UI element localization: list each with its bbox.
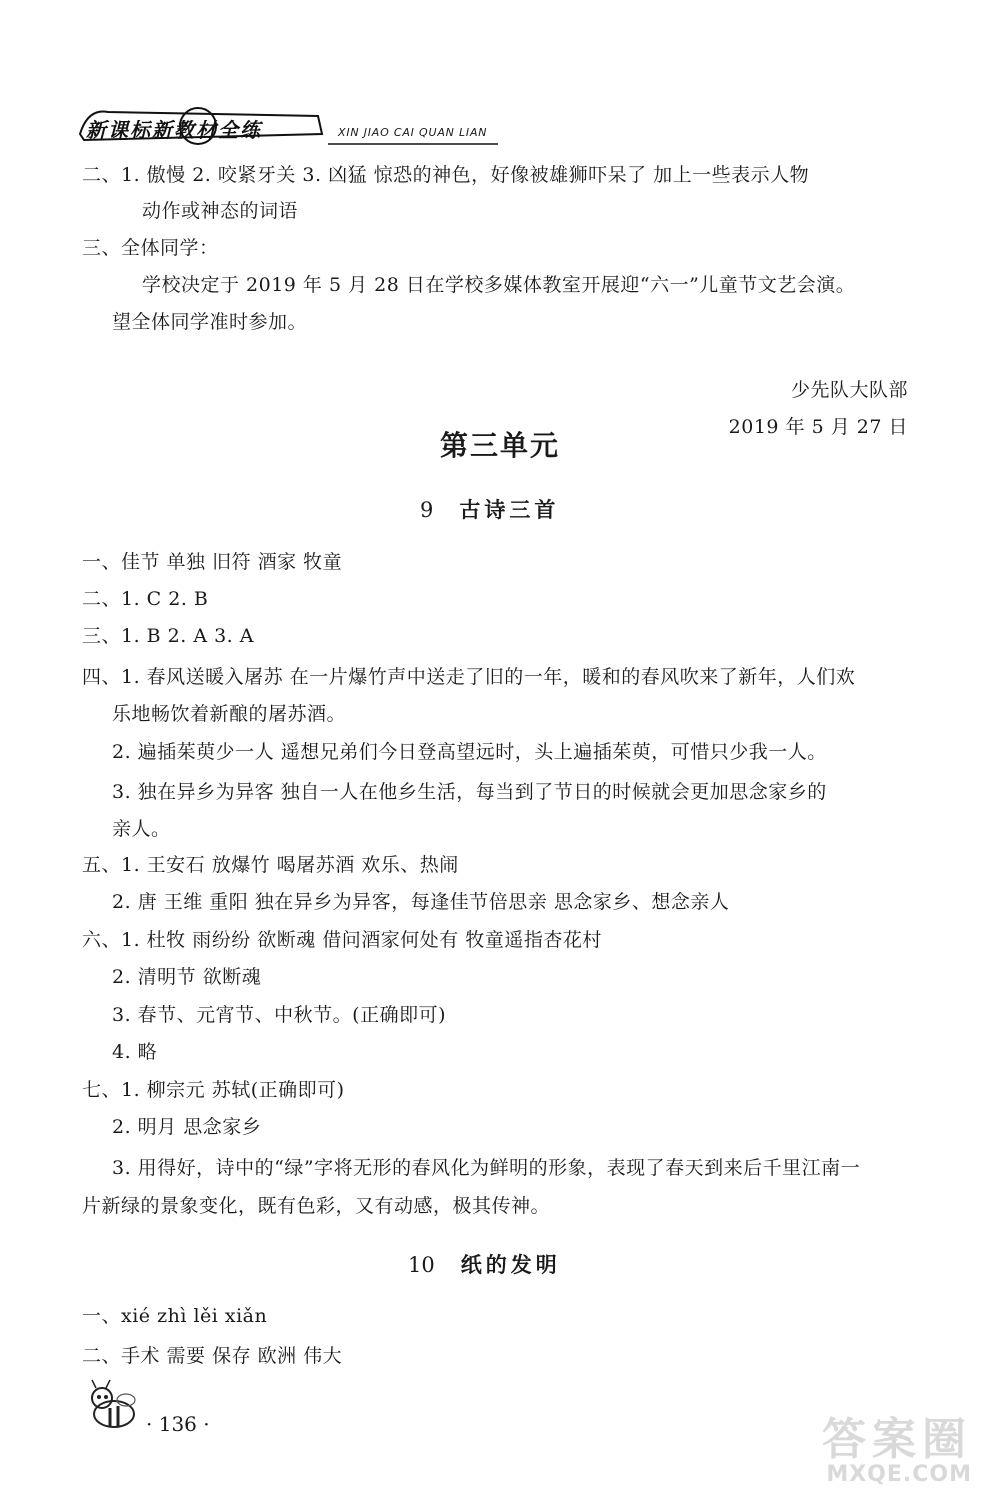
answer-line: 四、1. 春风送暖入屠苏 在一片爆竹声中送走了旧的一年，暖和的春风吹来了新年，人们欢 — [82, 666, 856, 688]
lesson-number: 10 — [408, 1253, 435, 1277]
answer-line: 二、手术 需要 保存 欧洲 伟大 — [82, 1345, 343, 1367]
lesson-10-title — [408, 1249, 561, 1279]
answer-line: 六、1. 杜牧 雨纷纷 欲断魂 借问酒家何处有 牧童遥指杏花村 — [82, 929, 602, 951]
answer-line: 4. 略 — [112, 1041, 158, 1063]
answer-line: 一、佳节 单独 旧符 酒家 牧童 — [82, 551, 343, 573]
answer-line: 2. 唐 王维 重阳 独在异乡为异客，每逢佳节倍思亲 思念家乡、想念亲人 — [112, 891, 730, 913]
answer-line: 片新绿的景象变化，既有色彩，又有动感，极其传神。 — [82, 1195, 551, 1217]
lesson-name: 纸的发明 — [460, 1253, 561, 1277]
q2-line-2: 动作或神态的词语 — [142, 200, 299, 222]
q3-body-2: 望全体同学准时参加。 — [112, 311, 308, 333]
answer-line: 七、1. 柳宗元 苏轼(正确即可) — [82, 1079, 345, 1101]
answer-line: 2. 清明节 欲断魂 — [112, 966, 262, 988]
answer-line: 乐地畅饮着新酿的屠苏酒。 — [112, 703, 347, 725]
logo-pinyin: XIN JIAO CAI QUAN LIAN — [338, 126, 488, 139]
answer-line: 2. 遍插茱萸少一人 遥想兄弟们今日登高望远时，头上遍插茱萸，可惜只少我一人。 — [112, 741, 827, 763]
header-logo — [78, 104, 328, 146]
lesson-9-title — [420, 494, 559, 524]
header-rule — [328, 142, 498, 146]
answer-line: 3. 独在异乡为异客 独自一人在他乡生活，每当到了节日的时候就会更加思念家乡的 — [112, 781, 827, 803]
answer-line: 3. 春节、元宵节、中秋节。(正确即可) — [112, 1004, 446, 1026]
watermark-url: MXQE.COM — [826, 1462, 972, 1487]
q3-salutation: 三、全体同学： — [82, 237, 219, 259]
answer-line: 三、1. B 2. A 3. A — [82, 625, 254, 647]
q3-signature: 少先队大队部 — [790, 379, 908, 401]
lesson-number: 9 — [420, 498, 434, 522]
unit-title: 第三单元 — [439, 429, 560, 462]
q2-line-1: 二、1. 傲慢 2. 咬紧牙关 3. 凶猛 惊恐的神色，好像被雄狮吓呆了 加上一些表示人物 — [82, 164, 810, 186]
watermark-text: 答案圈 — [822, 1414, 972, 1465]
q3-date: 2019 年 5 月 27 日 — [728, 416, 908, 438]
answer-line: 二、1. C 2. B — [82, 588, 209, 610]
logo-text: 新课标新教材全练 — [86, 118, 262, 142]
answer-line: 亲人。 — [112, 818, 171, 840]
answer-line: 一、xié zhì lěi xiǎn — [82, 1305, 268, 1327]
answer-line: 3. 用得好，诗中的“绿”字将无形的春风化为鲜明的形象，表现了春天到来后千里江南一 — [112, 1157, 861, 1179]
page-number: · 136 · — [146, 1412, 210, 1436]
lesson-name: 古诗三首 — [459, 498, 560, 522]
answer-line: 2. 明月 思念家乡 — [112, 1116, 262, 1138]
watermark — [822, 1414, 972, 1488]
answer-line: 五、1. 王安石 放爆竹 喝屠苏酒 欢乐、热闹 — [82, 854, 459, 876]
bee-mascot-icon — [80, 1378, 144, 1436]
q3-body-1: 学校决定于 2019 年 5 月 28 日在学校多媒体教室开展迎“六一”儿童节文艺会演。 — [142, 274, 856, 296]
